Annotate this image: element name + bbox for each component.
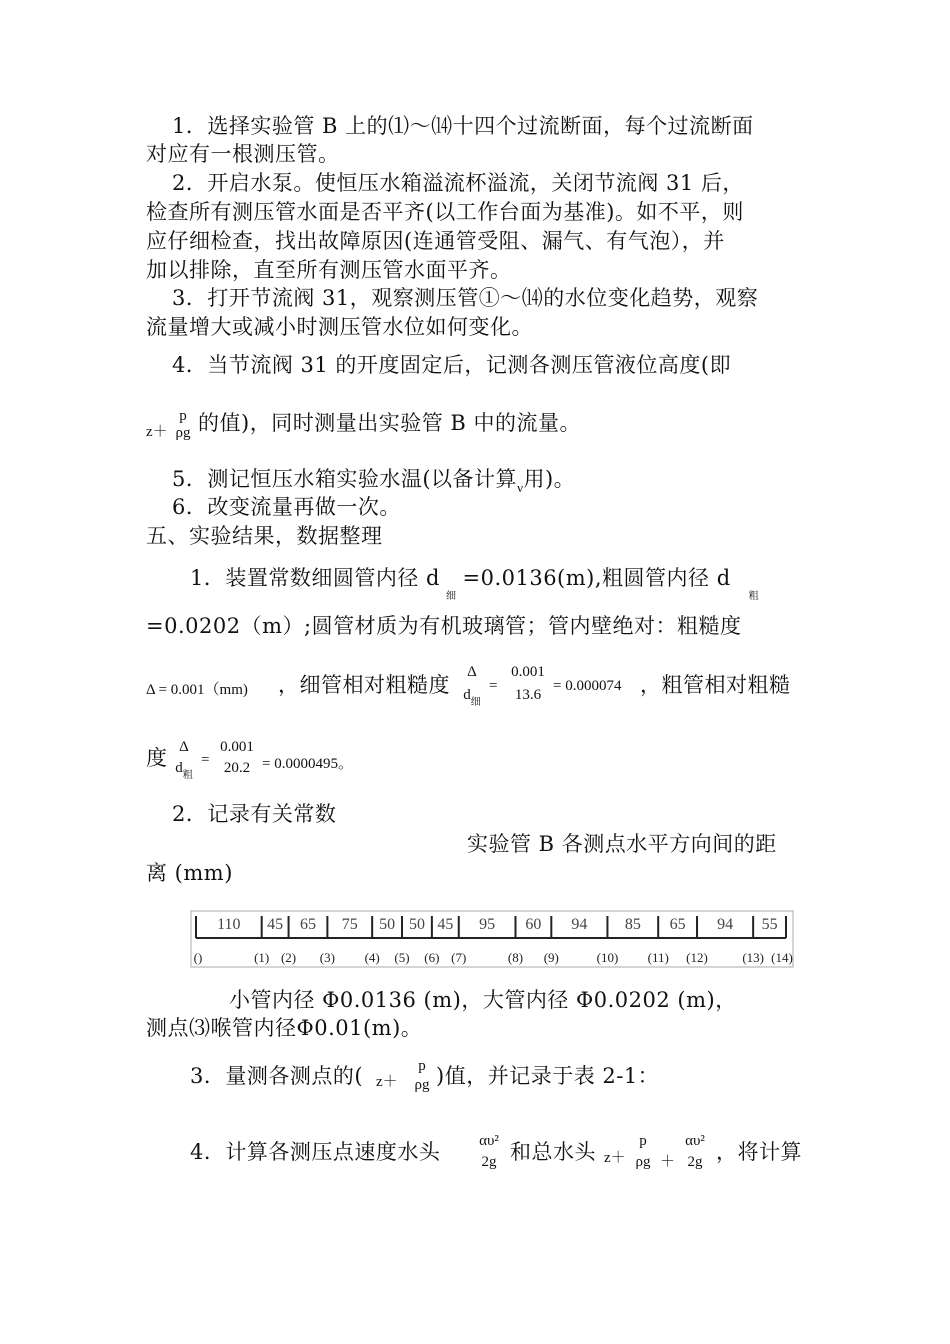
step-3-pre: 3．打开节流阀 31，观察测压管 bbox=[172, 286, 479, 310]
nu-symbol: ν bbox=[517, 480, 524, 495]
scale-point-label: (10) bbox=[596, 950, 619, 965]
velocity-head bbox=[470, 1133, 508, 1171]
frac-den: $d_细$ bbox=[463, 687, 481, 708]
r1d-pre: 度 bbox=[146, 746, 168, 770]
scale-caption-line-1: 实验管 B 各测点水平方向间的距 bbox=[467, 832, 777, 856]
scale-point-label: (6) bbox=[424, 950, 440, 965]
step-3b-p-over-rhog bbox=[410, 1058, 434, 1094]
scale-distance-label: 94 bbox=[717, 916, 734, 933]
scale-point-label: (12) bbox=[686, 950, 708, 965]
step-5-post: 用)。 bbox=[523, 467, 576, 491]
velocity-head-2 bbox=[676, 1133, 714, 1171]
step-4b-z-plus: z＋ bbox=[604, 1150, 626, 1166]
step-4b-post: ，将计算 bbox=[716, 1140, 802, 1164]
step-2-line-2: 检查所有测压管水面是否平齐(以工作台面为基准)。如不平，则 bbox=[146, 200, 744, 224]
scale-point-label: (3) bbox=[319, 950, 335, 965]
frac-num: p bbox=[179, 408, 187, 424]
step-2-line-4: 加以排除，直至所有测压管水面平齐。 bbox=[146, 258, 512, 282]
scale-point-label: (4) bbox=[364, 950, 380, 965]
scale-point-label: () bbox=[193, 950, 203, 965]
step-3b-z-plus: z＋ bbox=[376, 1074, 398, 1090]
pipe-diameter-line-2: 测点⑶喉管内径Φ0.01(m)。 bbox=[146, 1016, 423, 1040]
scale-distance-label: 85 bbox=[624, 916, 641, 933]
r1-pre: 1．装置常数细圆管内径 d bbox=[190, 566, 440, 590]
scale-point-label: (8) bbox=[507, 950, 524, 965]
scale-point-label: (5) bbox=[394, 950, 410, 965]
step-4-z-plus: z＋ bbox=[146, 424, 168, 440]
eq-sign-2: = bbox=[201, 752, 210, 768]
frac-num: Δ bbox=[179, 739, 189, 755]
frac-num: 0.001 bbox=[220, 739, 254, 755]
step-5-pre: 5．测记恒压水箱实验水温(以备计算 bbox=[172, 467, 518, 491]
frac-den: $d_粗$ bbox=[175, 760, 193, 781]
step-4b-p-over-rhog bbox=[630, 1133, 656, 1171]
scale-point-label: (11) bbox=[647, 950, 669, 965]
frac-0001-202 bbox=[216, 739, 258, 777]
scale-point-label: (7) bbox=[451, 950, 467, 965]
scale-distance-label: 94 bbox=[571, 916, 588, 933]
scale-point-label: (2) bbox=[280, 950, 297, 965]
frac-delta-d-thin bbox=[458, 664, 486, 708]
pipe-diameter-line-1: 小管内径 Φ0.0136 (m)，大管内径 Φ0.0202 (m)， bbox=[229, 988, 737, 1012]
thin-relative-roughness: = 0.000074 bbox=[553, 678, 622, 694]
frac-0001-136 bbox=[507, 664, 549, 704]
scale-distance-label: 50 bbox=[408, 916, 425, 933]
scale-distance-label: 95 bbox=[479, 916, 496, 933]
result-1-line-1 bbox=[190, 563, 759, 612]
step-1-line-1: 1．选择实验管 B 上的⑴～⒁十四个过流断面，每个过流断面 bbox=[172, 114, 754, 138]
scale-distance-label: 65 bbox=[669, 916, 686, 933]
scale-distance-label: 65 bbox=[299, 916, 316, 933]
frac-num: 0.001 bbox=[511, 664, 545, 680]
frac-delta-d-thick bbox=[170, 739, 198, 781]
scale-point-label: (1) bbox=[254, 950, 270, 965]
scale-distance-label: 45 bbox=[437, 916, 454, 933]
step-2-line-3: 应仔细检查，找出故障原因(连通管受阻、漏气、有气泡），并 bbox=[146, 229, 725, 253]
scale-distance-label: 60 bbox=[525, 916, 542, 933]
scale-caption-line-2: 离 (mm) bbox=[146, 861, 233, 885]
measuring-point-scale bbox=[190, 910, 798, 970]
frac-num: p bbox=[418, 1058, 426, 1074]
step-4-line-1: 4．当节流阀 31 的开度固定后，记测各测压管液位高度(即 bbox=[172, 353, 732, 377]
step-4-p-over-rhog bbox=[171, 408, 195, 442]
delta-value: Δ = 0.001（mm) bbox=[146, 682, 248, 698]
scale-distance-label: 50 bbox=[379, 916, 396, 933]
scale-point-label: (9) bbox=[543, 950, 559, 965]
result-2-line: 2．记录有关常数 bbox=[172, 802, 337, 826]
frac-den: 20.2 bbox=[223, 760, 251, 776]
r1c-mid: ，细管相对粗糙度 bbox=[278, 673, 450, 697]
frac-den: 13.6 bbox=[514, 687, 542, 703]
frac-num: p bbox=[639, 1133, 647, 1149]
eq-sign: = bbox=[489, 678, 498, 694]
frac-den: 2g bbox=[481, 1154, 497, 1170]
step-3-marks: ①～⒁ bbox=[478, 286, 544, 310]
scale-distance-label: 55 bbox=[761, 916, 778, 933]
section-heading: 五、实验结果，数据整理 bbox=[146, 524, 383, 548]
step-4-line-2: 的值)，同时测量出实验管 B 中的流量。 bbox=[198, 411, 581, 435]
scale-point-label: (14) bbox=[771, 950, 793, 965]
frac-num: αυ² bbox=[685, 1133, 705, 1149]
step-6-line: 6．改变流量再做一次。 bbox=[172, 495, 401, 519]
scale-point-label: (13) bbox=[742, 950, 764, 965]
r1c-post: ，粗管相对粗糙 bbox=[640, 673, 791, 697]
frac-num: αυ² bbox=[479, 1133, 499, 1149]
frac-den: ρg bbox=[635, 1154, 651, 1170]
r1-sub-thick: 粗 bbox=[748, 591, 760, 602]
step-4b-plus: ＋ bbox=[660, 1154, 676, 1170]
r1-sub-thin: 细 bbox=[445, 591, 457, 602]
frac-den: 2g bbox=[687, 1154, 703, 1170]
frac-den: ρg bbox=[175, 425, 191, 441]
r1-mid: =0.0136(m),粗圆管内径 d bbox=[462, 566, 731, 590]
step-3-post: 的水位变化趋势，观察 bbox=[543, 286, 759, 310]
step-2-line-1: 2．开启水泵。使恒压水箱溢流杯溢流，关闭节流阀 31 后， bbox=[172, 171, 744, 195]
step-3-line-2: 流量增大或减小时测压管水位如何变化。 bbox=[146, 315, 533, 339]
scale-distance-label: 45 bbox=[267, 916, 284, 933]
thick-relative-roughness: = 0.0000495。 bbox=[262, 756, 353, 772]
step-4b-mid: 和总水头 bbox=[510, 1140, 596, 1164]
scale-distance-label: 75 bbox=[341, 916, 358, 933]
step-4b-pre: 4．计算各测压点速度水头 bbox=[190, 1140, 441, 1164]
step-1-line-2: 对应有一根测压管。 bbox=[146, 142, 340, 166]
step-3-line-1 bbox=[172, 283, 758, 313]
frac-den: ρg bbox=[414, 1077, 430, 1093]
step-3b-pre: 3．量测各测点的( bbox=[190, 1064, 364, 1088]
frac-num: Δ bbox=[467, 664, 477, 680]
scale-distance-label: 110 bbox=[217, 916, 241, 933]
result-1-line-2: =0.0202（m）;圆管材质为有机玻璃管；管内壁绝对：粗糙度 bbox=[146, 614, 742, 638]
step-3b-post: )值，并记录于表 2-1： bbox=[436, 1064, 660, 1088]
